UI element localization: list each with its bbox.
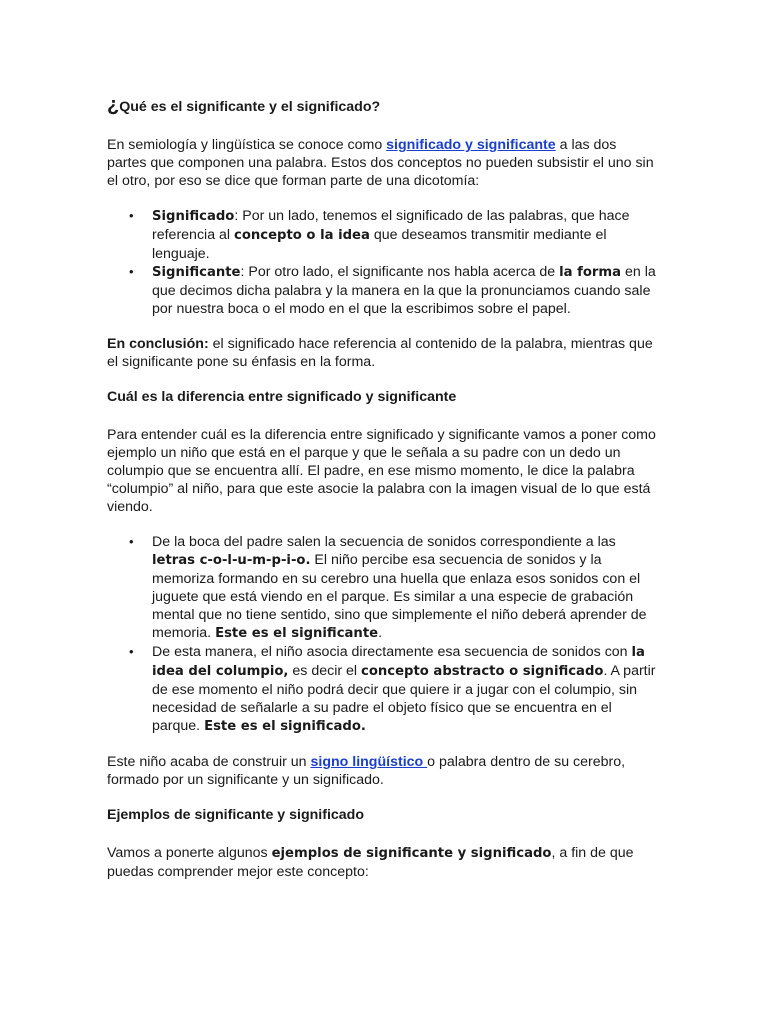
examples-text-start: Vamos a ponerte algunos: [107, 845, 272, 861]
examples-text-end: , a fin de que puedas comprender mejor este concepto:: [107, 845, 634, 880]
intro-text-end: a las dos partes que componen una palabra. Estos dos conceptos no pueden subsistir el uno sin el otro, por eso se dice que forman parte de una dicotomía:: [107, 137, 654, 189]
link-label: significado y significante: [386, 137, 556, 153]
example-paragraph: Para entender cuál es la diferencia entre significado y significante vamos a poner como ejemplo un niño que está en el parque y que le señala a su padre con un dedo un columpio que se encuentra allí. El padre, en ese mismo momento, le dice la palabra “columpio” al niño, para que este asocie la palabra con la imagen visual de lo que está viendo.: [107, 427, 656, 515]
significado-significante-link[interactable]: [386, 137, 556, 153]
item-text: De la boca del padre salen la secuencia de sonidos correspondiente a las: [152, 534, 616, 550]
emphasis: Este es el significado.: [204, 719, 366, 734]
title-text: Qué es el significante y el significado?: [119, 99, 381, 115]
conclusion-label: En conclusión:: [107, 336, 209, 352]
emphasis: Este es el significante: [215, 626, 379, 641]
link-label: signo lingüístico: [310, 754, 428, 770]
bullet-icon: •: [129, 534, 134, 549]
examples-intro-paragraph: [107, 844, 659, 881]
emphasis: la forma: [559, 265, 622, 280]
definition-text: en la que decimos dicha palabra y la manera en la que la pronunciamos cuando sale por nuestra boca o el modo en el que la escribimos sobre el papel.: [152, 264, 656, 317]
definition-text: que deseamos transmitir mediante el lenguaje.: [152, 227, 607, 262]
title-question-mark: ¿: [107, 94, 120, 116]
section-heading-difference: Cuál es la diferencia entre significado y significante: [107, 389, 457, 405]
definition-text: : Por otro lado, el significante nos habla acerca de: [240, 264, 560, 280]
item-text: . A partir de ese momento el niño podrá decir que quiere ir a jugar con el columpio, sin necesidad de señalarle a su padre el objeto físico que se encuentra en el parque.: [152, 663, 656, 734]
list-item: [107, 207, 659, 263]
term: Significante: [152, 265, 241, 280]
sign-paragraph: [107, 753, 659, 789]
page-title: [107, 96, 659, 116]
emphasis: la idea del columpio,: [152, 645, 645, 679]
definition-text: : Por un lado, tenemos el significado de las palabras, que hace referencia al: [152, 208, 630, 243]
item-text: .: [378, 625, 383, 641]
intro-text-start: En semiología y lingüística se conoce como: [107, 137, 387, 153]
signo-linguistico-link[interactable]: [310, 754, 427, 770]
item-text: De esta manera, el niño asocia directamente esa secuencia de sonidos con: [152, 644, 632, 660]
emphasis: concepto o la idea: [234, 228, 370, 243]
list-item: [107, 263, 659, 318]
section-heading-examples: Ejemplos de significante y significado: [107, 807, 365, 823]
term: Significado: [152, 209, 235, 224]
emphasis: letras c-o-l-u-m-p-i-o.: [152, 553, 311, 568]
list-item: [107, 533, 659, 643]
intro-paragraph: [107, 136, 659, 190]
bullet-icon: •: [129, 264, 134, 279]
definitions-list: [107, 207, 659, 318]
bullet-icon: •: [129, 644, 134, 659]
explanation-list: [107, 533, 659, 736]
list-item: [107, 643, 659, 736]
document-body: [107, 96, 659, 898]
emphasis: ejemplos de significante y significado: [271, 846, 552, 861]
item-text: es decir el: [288, 663, 361, 679]
conclusion-text: el significado hace referencia al contenido de la palabra, mientras que el significante pone su énfasis en la forma.: [107, 336, 653, 370]
emphasis: concepto abstracto o significado: [361, 664, 604, 679]
sign-text-start: Este niño acaba de construir un: [107, 754, 311, 770]
sign-text-end: o palabra dentro de su cerebro, formado por un significante y un significado.: [107, 754, 626, 788]
conclusion-paragraph: [107, 335, 659, 371]
bullet-icon: •: [129, 208, 134, 223]
item-text: El niño percibe esa secuencia de sonidos y la memoriza formando en su cerebro una huella que enlaza esos sonidos con el juguete que está viendo en el parque. Es similar a una especie de grabación mental que no tiene sentido, sino que simplemente el niño deberá aprender de memoria.: [152, 552, 647, 641]
